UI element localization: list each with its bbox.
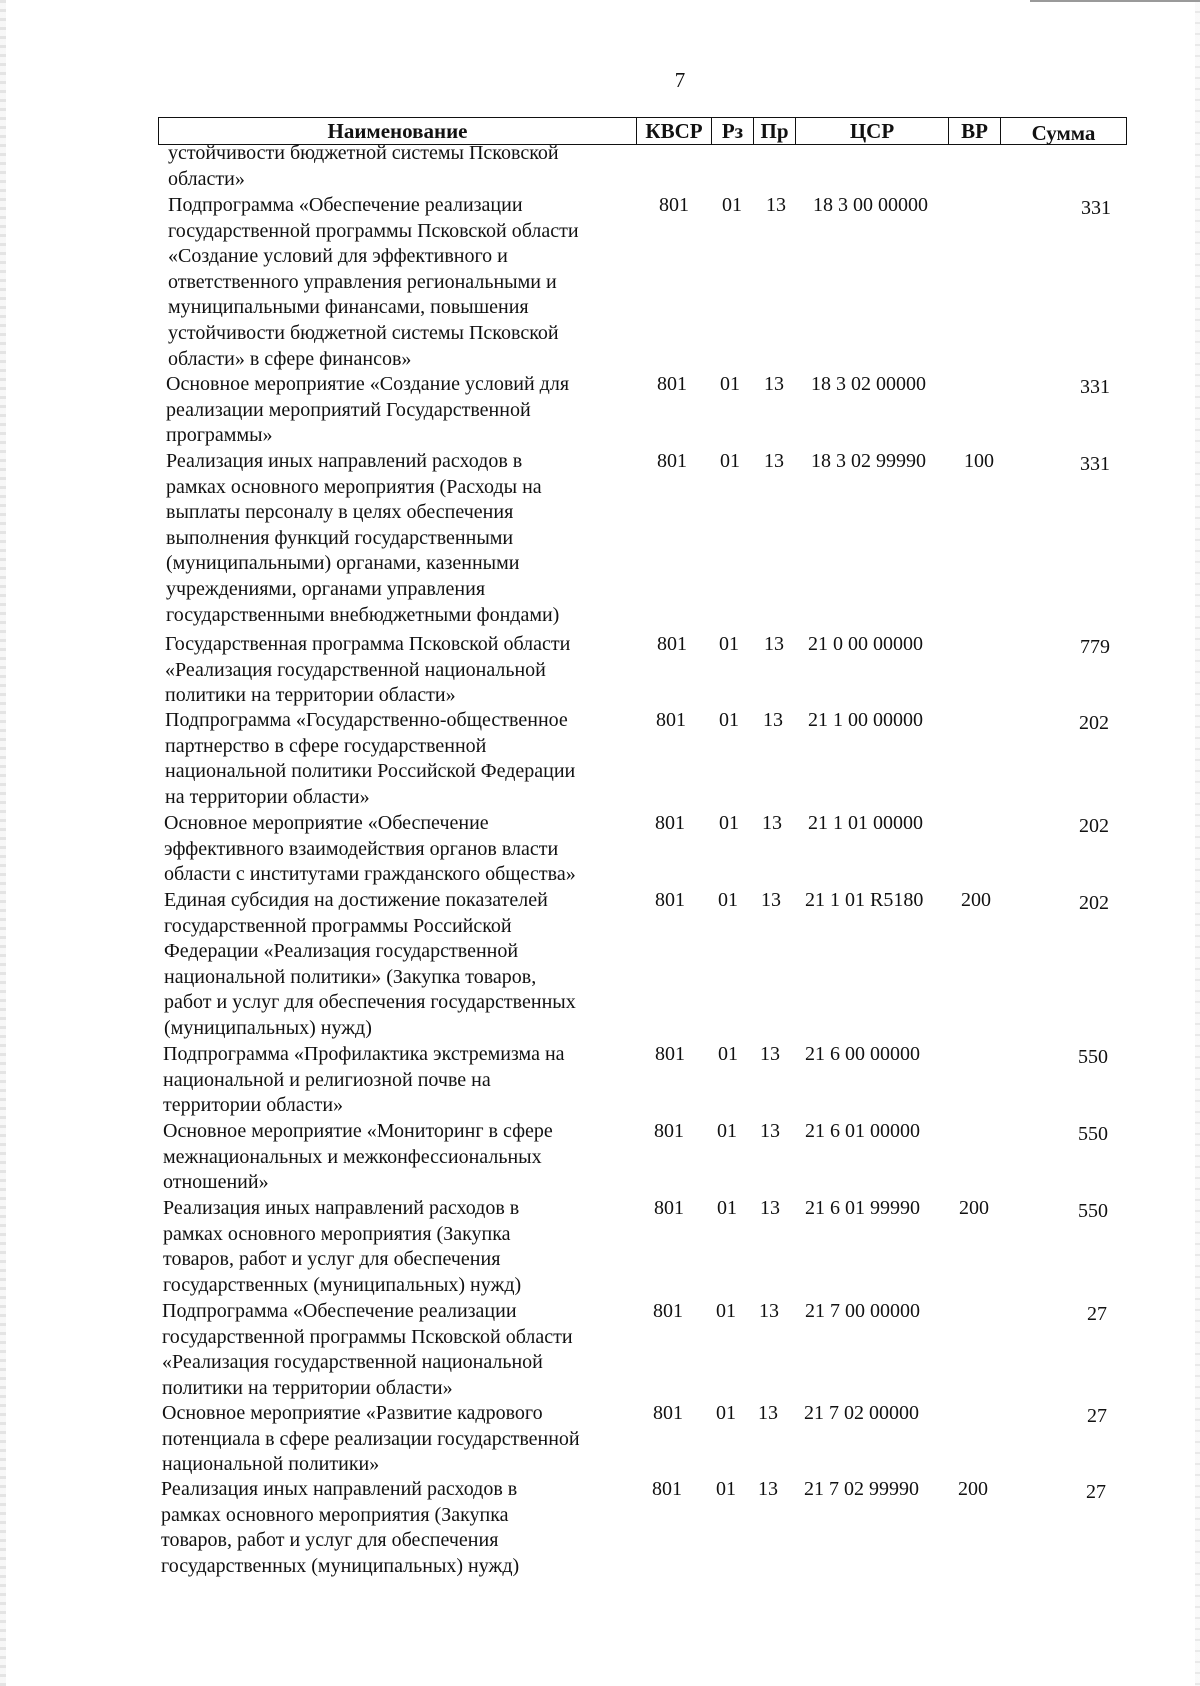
row-name: Основное мероприятие «Создание условий для реализации мероприятий Государственной программы» <box>166 373 570 447</box>
row-csr: 21 1 01 00000 <box>808 812 923 834</box>
row-pr: 13 <box>759 1300 779 1322</box>
row-sum: 27 <box>1087 1405 1107 1427</box>
row-name: Единая субсидия на достижение показателей государственной программы Российской Федерации «Реализация государственной национальной политики» (Закупка товаров, работ и услуг для обеспечения государственных (муниципальных) нужд) <box>164 889 576 1039</box>
row-csr: 21 6 01 00000 <box>805 1120 920 1142</box>
row-name: Основное мероприятие «Обеспечение эффективного взаимодействия органов власти области с институтами гражданского общества» <box>164 812 576 886</box>
header-rz: Рз <box>711 118 753 144</box>
row-name: устойчивости бюджетной системы Псковской области» <box>168 142 559 190</box>
row-name: Основное мероприятие «Развитие кадрового потенциала в сфере реализации государственной национальной политики» <box>162 1402 580 1476</box>
row-pr: 13 <box>761 889 781 911</box>
row-sum: 331 <box>1081 197 1111 219</box>
row-name: Подпрограмма «Обеспечение реализации государственной программы Псковской области «Создание условий для эффективного и ответственного управления региональными и муниципальными финансами, повышения устойчивости бюджетной системы Псковской области» в сфере финансов» <box>168 194 579 370</box>
row-csr: 21 7 00 00000 <box>805 1300 920 1322</box>
row-rz: 01 <box>716 1300 736 1322</box>
header-kvsr: КВСР <box>636 118 711 144</box>
row-name: Подпрограмма «Обеспечение реализации государственной программы Псковской области «Реализация государственной национальной политики на территории области» <box>162 1300 573 1399</box>
row-rz: 01 <box>722 194 742 216</box>
row-rz: 01 <box>718 889 738 911</box>
row-sum: 550 <box>1078 1200 1108 1222</box>
row-name: Подпрограмма «Государственно-общественное партнерство в сфере государственной национальной политики Российской Федерации на территории области» <box>165 709 576 808</box>
row-rz: 01 <box>720 450 740 472</box>
row-csr: 21 1 01 R5180 <box>805 889 924 911</box>
row-kvsr: 801 <box>653 1300 683 1322</box>
row-pr: 13 <box>758 1478 778 1500</box>
row-kvsr: 801 <box>655 1043 685 1065</box>
row-kvsr: 801 <box>654 1120 684 1142</box>
row-rz: 01 <box>717 1120 737 1142</box>
row-vr: 100 <box>964 450 994 472</box>
row-pr: 13 <box>758 1402 778 1424</box>
row-rz: 01 <box>717 1197 737 1219</box>
header-vr: ВР <box>948 118 1000 144</box>
row-kvsr: 801 <box>655 889 685 911</box>
row-name: Реализация иных направлений расходов в рамках основного мероприятия (Расходы на выплаты персоналу в целях обеспечения выполнения функций государственными (муниципальными) органами, казенными учреждениями, органами управления государственными внебюджетными фондами) <box>166 450 560 626</box>
row-rz: 01 <box>716 1478 736 1500</box>
row-pr: 13 <box>760 1120 780 1142</box>
row-pr: 13 <box>764 450 784 472</box>
row-csr: 21 7 02 99990 <box>804 1478 919 1500</box>
header-name: Наименование <box>327 119 468 143</box>
row-csr: 18 3 02 99990 <box>811 450 926 472</box>
row-csr: 21 0 00 00000 <box>808 633 923 655</box>
row-vr: 200 <box>958 1478 988 1500</box>
row-sum: 550 <box>1078 1046 1108 1068</box>
page-number: 7 <box>674 68 686 92</box>
row-pr: 13 <box>760 1197 780 1219</box>
header-csr: ЦСР <box>795 118 948 144</box>
row-kvsr: 801 <box>656 709 686 731</box>
row-rz: 01 <box>720 373 740 395</box>
row-rz: 01 <box>716 1402 736 1424</box>
row-rz: 01 <box>719 812 739 834</box>
row-kvsr: 801 <box>657 633 687 655</box>
row-sum: 779 <box>1080 636 1110 658</box>
row-sum: 331 <box>1080 453 1110 475</box>
row-pr: 13 <box>760 1043 780 1065</box>
row-rz: 01 <box>719 709 739 731</box>
row-vr: 200 <box>961 889 991 911</box>
row-name: Подпрограмма «Профилактика экстремизма на национальной и религиозной почве на территории области» <box>163 1043 565 1117</box>
row-kvsr: 801 <box>653 1402 683 1424</box>
row-kvsr: 801 <box>657 450 687 472</box>
row-name: Реализация иных направлений расходов в рамках основного мероприятия (Закупка товаров, работ и услуг для обеспечения государственных (муниципальных) нужд) <box>163 1197 522 1296</box>
row-sum: 202 <box>1079 815 1109 837</box>
row-pr: 13 <box>764 633 784 655</box>
row-sum: 331 <box>1080 376 1110 398</box>
row-rz: 01 <box>719 633 739 655</box>
header-sum: Сумма <box>1000 118 1126 144</box>
row-pr: 13 <box>763 709 783 731</box>
row-csr: 21 6 01 99990 <box>805 1197 920 1219</box>
row-pr: 13 <box>766 194 786 216</box>
row-csr: 21 1 00 00000 <box>808 709 923 731</box>
row-csr: 18 3 00 00000 <box>813 194 928 216</box>
row-kvsr: 801 <box>655 812 685 834</box>
row-csr: 21 7 02 00000 <box>804 1402 919 1424</box>
row-kvsr: 801 <box>659 194 689 216</box>
row-pr: 13 <box>764 373 784 395</box>
row-name: Реализация иных направлений расходов в рамках основного мероприятия (Закупка товаров, работ и услуг для обеспечения государственных (муниципальных) нужд) <box>161 1478 520 1577</box>
row-sum: 27 <box>1086 1481 1106 1503</box>
row-rz: 01 <box>718 1043 738 1065</box>
row-name: Государственная программа Псковской области «Реализация государственной национальной политики на территории области» <box>165 633 571 707</box>
row-sum: 27 <box>1087 1303 1107 1325</box>
row-sum: 202 <box>1079 712 1109 734</box>
row-sum: 550 <box>1078 1123 1108 1145</box>
header-pr: Пр <box>753 118 795 144</box>
row-name: Основное мероприятие «Мониторинг в сфере межнациональных и межконфессиональных отношений» <box>163 1120 553 1194</box>
row-kvsr: 801 <box>657 373 687 395</box>
row-csr: 21 6 00 00000 <box>805 1043 920 1065</box>
row-pr: 13 <box>762 812 782 834</box>
row-kvsr: 801 <box>654 1197 684 1219</box>
row-sum: 202 <box>1079 892 1109 914</box>
row-kvsr: 801 <box>652 1478 682 1500</box>
row-csr: 18 3 02 00000 <box>811 373 926 395</box>
row-vr: 200 <box>959 1197 989 1219</box>
